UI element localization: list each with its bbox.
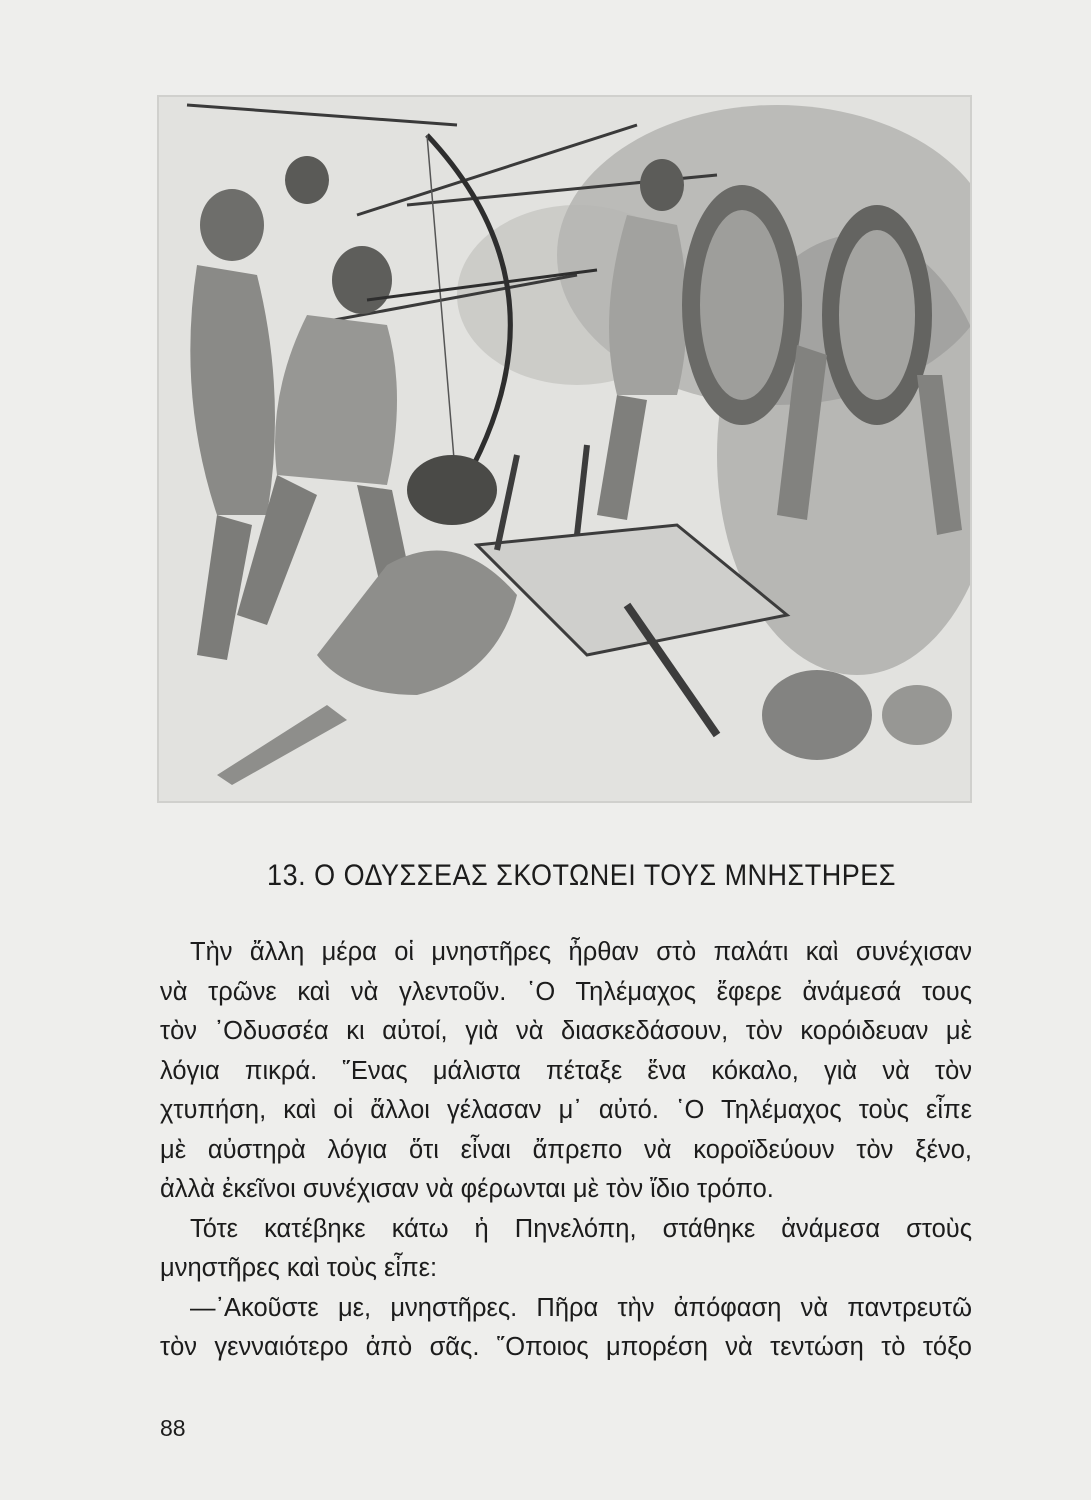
- text-line: νὰ τρῶνε καὶ νὰ γλεντοῦν. ῾Ο Τηλέμαχος ἔφερε ἀνάμεσά τους: [160, 977, 972, 1006]
- illustration-image: [157, 95, 972, 803]
- body-text: [160, 933, 972, 1368]
- text-line: τὸν ᾿Οδυσσέα κι αὐτοί, γιὰ νὰ διασκεδάσουν, τὸν κορόιδευαν μὲ: [160, 1017, 972, 1045]
- illustration: [157, 95, 972, 803]
- text-line: ἀλλὰ ἐκεῖνοι συνέχισαν νὰ φέρωνται μὲ τὸν ἴδιο τρόπο.: [160, 1175, 774, 1203]
- text-line: μὲ αὐστηρὰ λόγια ὅτι εἶναι ἄπρεπο νὰ κοροϊδεύουν τὸν ξένο,: [160, 1135, 972, 1164]
- text-line: Τὴν ἄλλη μέρα οἱ μνηστῆρες ἦρθαν στὸ παλάτι καὶ συνέχισαν: [190, 938, 972, 966]
- page-number: 88: [160, 1415, 186, 1441]
- chapter-title: 13. Ο ΟΔΥΣΣΕΑΣ ΣΚΟΤΩΝΕΙ ΤΟΥΣ ΜΝΗΣΤΗΡΕΣ: [267, 858, 896, 892]
- text-line: τὸν γενναιότερο ἀπὸ σᾶς. ῞Οποιος μπορέση νὰ τεντώση τὸ τόξο: [160, 1333, 972, 1361]
- text-line: Τότε κατέβηκε κάτω ἡ Πηνελόπη, στάθηκε ἀνάμεσα στοὺς: [190, 1214, 972, 1243]
- text-line: μνηστῆρες καὶ τοὺς εἶπε:: [160, 1254, 438, 1282]
- text-line: λόγια πικρά. ῞Ενας μάλιστα πέταξε ἕνα κόκαλο, γιὰ νὰ τὸν: [160, 1056, 972, 1085]
- text-line: χτυπήση, καὶ οἱ ἄλλοι γέλασαν μ᾿ αὐτό. ῾Ο Τηλέμαχος τοὺς εἶπε: [160, 1096, 972, 1124]
- text-line: —᾿Ακοῦστε με, μνηστῆρες. Πῆρα τὴν ἀπόφαση νὰ παντρευτῶ: [190, 1293, 972, 1322]
